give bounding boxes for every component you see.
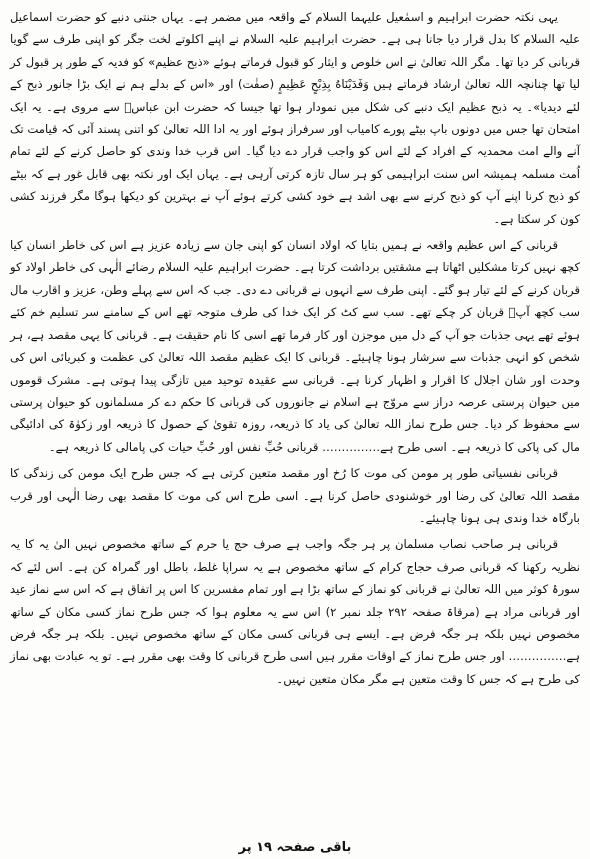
paragraph: قربانی نفسیاتی طور پر مومن کی موت کا رُخ اور مقصد متعین کرتی ہے کہ جس طرح ایک مومن کی زندگی کا مقصد اللہ تعالیٰ کی رضا اور خوشنودی حاصل کرنا ہے۔ اسی طرح اس کی موت کا مقصد بھی رضا الٰہی اور قرب بارگاہ خدا وندی ہی ہونا چاہیئے۔ [10,466,580,525]
article-page [10,6,580,853]
paragraph: قربانی کے اس عظیم واقعہ نے ہمیں بتایا کہ اولاد انسان کو اپنی جان سے زیادہ عزیز ہے اس کی خاطر انسان کیا کچھ نہیں کرتا مشکلیں اٹھاتا ہے مشقتیں برداشت کرتا ہے۔ حضرت ابراہیم علیہ السلام رضائے الٰہی کی خاطر اولاد کو قربان کرنے کے لئے تیار ہو گئے۔ اپنی طرف سے انہوں نے قربانی دے دی۔ جب کہ اس سے پہلے وطن، عزیز و اقارب مال سب کچھ آپؑ قربان کر چکے تھے۔ سب سے کٹ کر ایک خدا کی طرف متوجہ تھے اس کے سامنے سر تسلیم خم کئے ہوئے تھے یہی جذبات جو آپ کے دل میں موجزن اور کار فرما تھے اسی کا نام حقیقت ہے۔ قربانی کا یہی مقصد ہے، ہر شخص کو انہی جذبات سے سرشار ہونا چاہیئے۔ قربانی کا ایک عظیم مقصد اللہ تعالیٰ کی عظمت و کبریائی اس کی وحدت اور شان اجلال کا اقرار و اظہار کرنا ہے۔ قربانی سے عقیدہ توحید میں تازگی پیدا ہوتی ہے۔ مشرک قوموں میں حیوان پرستی عرصہ دراز سے مروّج ہے اسلام نے جانوروں کی قربانی کا حکم دے کر مسلمانوں کو حیوان پرستی سے محفوظ کر دیا۔ جس طرح نماز اللہ تعالیٰ کی یاد کا ذریعہ، روزہ تقویٰ کے حصول کا ذریعہ اور زکوٰۃ کی ادائیگی مال کی پاکی کا ذریعہ ہے۔ اسی طرح ہے…………… قربانی حُبِّ نفس اور حُبِّ حیات کی پامالی کا ذریعہ ہے۔ [10,238,580,454]
continued-on-page-note: باقی صفحہ ۱۹ پر [238,840,352,855]
paragraph: قربانی ہر صاحب نصاب مسلمان پر ہر جگہ واجب ہے صرف حج یا حرم کے ساتھ مخصوص نہیں الیٰ یہ کا یہ نظریہ رکھنا کہ قربانی صرف حجاج کرام کے ساتھ مخصوص ہے یہ سراپا غلط، باطل اور گمراہ کن ہے۔ اس لئے کہ سورۂ کوثر میں اللہ تعالیٰ نے قربانی کو نماز کے ساتھ بڑا ہے اور تمام مفسرین کا اس پر اتفاق ہے کہ اس سے نماز عید اور قربانی مراد ہے (مرقاۃ صفحہ ۲۹۲ جلد نمبر ۲) اس سے یہ معلوم ہوا کہ جس طرح نماز کسی مکان کے ساتھ مخصوص نہیں بلکہ ہر جگہ فرض ہے۔ ایسے ہی قربانی کسی مکان کے ساتھ مخصوص نہیں۔ بلکہ ہر جگہ فرض ہے…………… اور جس طرح نماز کے اوقات مقرر ہیں اسی طرح قربانی کا وقت بھی مقرر ہے۔ تو یہ عبادت بھی نماز کی طرح ہے کہ جس کا وقت متعین ہے مگر مکان متعین نہیں۔ [10,537,580,686]
paragraph: یہی نکتہ حضرت ابراہیم و اسمٰعیل علیہما السلام کے واقعہ میں مضمر ہے۔ یہاں جنتی دنبے کو حضرت اسماعیل علیہ السلام کا بدل قرار دیا جانا ہی ہے۔ حضرت ابراہیم علیہ السلام نے اپنے اکلوتے لخت جگر کو اپنی طرف سے گویا قربانی کر دیا تھا۔ مگر اللہ تعالیٰ نے اس خلوص و ایثار کو قبول فرماتے ہوئے «ذبح عظیم» کو فدیہ کے طور پر قبول کر لیا تھا چنانچہ اللہ تعالیٰ ارشاد فرماتے ہیں وَفَدَيْنَاهُ بِذِبْحٍ عَظِيمٍ (صفٰت) اور «اس کے بدلے ہم نے ایک بڑا جانور ذبح کے لئے دیدیا»۔ یہ ذبح عظیم ایک دنبے کی شکل میں نمودار ہوا تھا جیسا کہ حضرت ابن عباسؓ سے مروی ہے۔ یہ ایک امتحان تھا جس میں دونوں باپ بیٹے پورے کامیاب اور سرفراز ہوئے اور یہ ادا اللہ تعالیٰ کو اتنی پسند آئی کہ قیامت تک آنے والے امت محمدیہ کے افراد کے لئے اس کو واجب قرار دے دیا گیا۔ اس قرب خدا وندی کو حاصل کرنے کے لئے تمام اُمت مسلمہ ہمیشہ اس سنت ابراہیمی کو ہر سال تازہ کرتی آرہی ہے۔ یہاں ایک اور نکتہ بھی قابل غور ہے کہ بیٹے کو ذبح کرنا اپنے آپ کو ذبح کرنے سے بھی اشد ہے خود کشی کرتے ہوئے آپ نے بہترین کو دیکھا ہوگا مگر فرزند کشی کون کر سکتا ہے۔ [10,10,580,226]
